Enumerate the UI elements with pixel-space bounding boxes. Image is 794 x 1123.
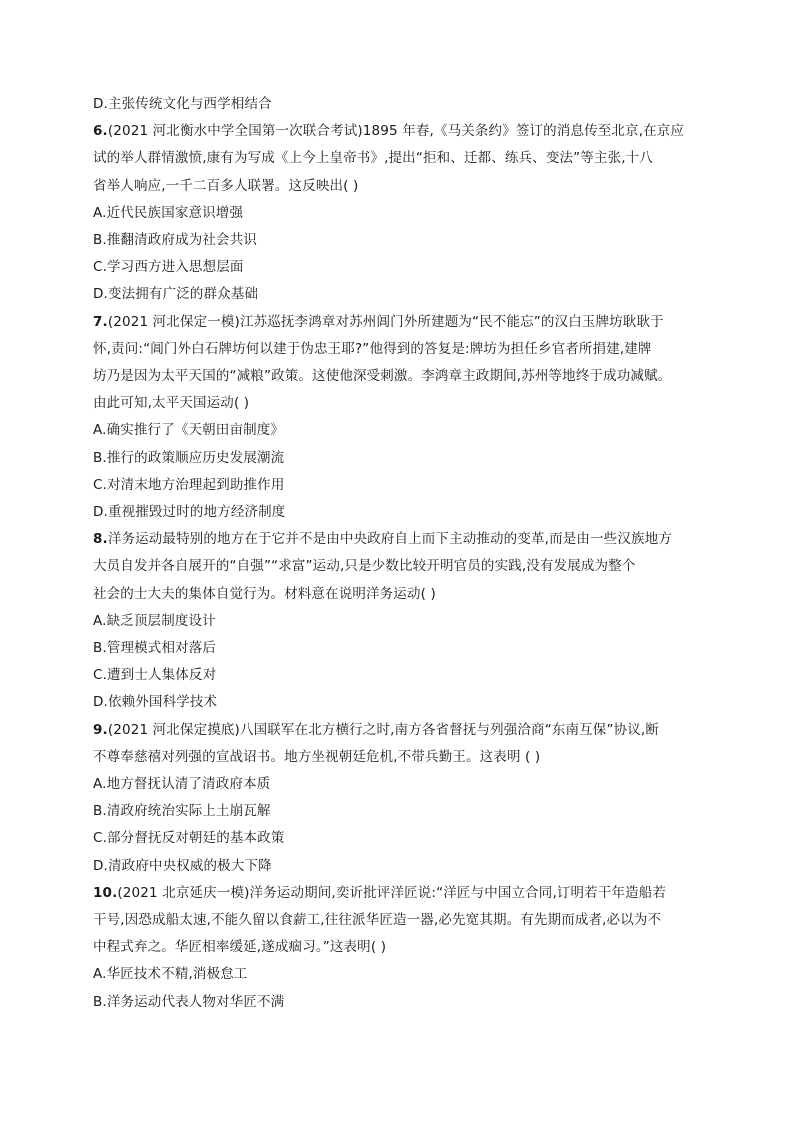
question-6-stem [93,119,698,143]
question-number: 8. [93,531,108,548]
answer-option: D.清政府中央权威的极大下降 [93,857,272,874]
question-text-line: 试的举人群情激愤,康有为写成《上今上皇帝书》,提出“拒和、迁都、练兵、变法”等主张,十八 [93,150,653,167]
question-number: 9. [93,721,108,738]
question-text: (2021 河北保定摸底)八国联军在北方横行之时,南方各省督抚与列强洽商“东南互保”协议,断 [107,721,659,738]
answer-option: C.学习西方进入思想层面 [93,259,244,276]
question-text-line: 干号,因恐成船太速,不能久留以食薪工,往往派华匠造一器,必先宽其期。有先期而成者,必以为不 [93,912,662,928]
answer-option: B.管理模式相对落后 [93,640,217,656]
question-text-line: 社会的士大夫的集体自觉行为。材料意在说明洋务运动( ) [93,585,436,602]
answer-option: D.变法拥有广泛的群众基础 [93,286,259,303]
answer-option: A.近代民族国家意识增强 [93,204,244,221]
answer-option: C.遭到士人集体反对 [93,667,217,684]
question-text-line: 不尊奉慈禧对列强的宣战诏书。地方坐视朝廷危机,不带兵勤王。这表明 ( ) [93,748,541,765]
answer-option: A.确实推行了《天朝田亩制度》 [93,422,285,439]
question-text-line: 怀,责问:“阊门外白石牌坊何以建于伪忠王耶?”他得到的答复是:牌坊为担任乡官者所捐建,建牌 [93,340,652,357]
question-text-line: 由此可知,太平天国运动( ) [93,395,250,412]
question-text-line: 省举人响应,一千二百多人联署。这反映出( ) [93,177,359,194]
answer-option: D.主张传统文化与西学相结合 [93,96,272,112]
question-text: (2021 河北保定一模)江苏巡抚李鸿章对苏州阊门外所建题为“民不能忘”的汉白玉牌坊耿耿于 [107,313,664,330]
answer-option: A.地方督抚认清了清政府本质 [93,776,271,792]
answer-option: D.重视摧毁过时的地方经济制度 [93,504,286,520]
answer-option: B.推翻清政府成为社会共识 [93,232,258,248]
question-number: 7. [93,313,108,330]
answer-option: B.推行的政策顺应历史发展潮流 [93,449,285,466]
question-text: (2021 河北衡水中学全国第一次联合考试)1895 年春,《马关条约》签订的消息传至北京,在京应 [107,123,685,140]
question-number: 10. [93,884,118,901]
question-9-stem [93,718,698,742]
question-7-stem [93,310,698,334]
question-text-line: 中程式弃之。华匠相率缓延,遂成痼习。”这表明( ) [93,939,387,956]
answer-option: B.洋务运动代表人物对华匠不满 [93,993,285,1010]
answer-option: C.对清末地方治理起到助推作用 [93,476,285,493]
answer-option: B.清政府统治实际上土崩瓦解 [93,803,271,820]
answer-option: A.华匠技术不精,消极怠工 [93,966,248,983]
question-text-line: 大员自发并各自展开的“自强”“求富”运动,只是少数比较开明官员的实践,没有发展成为整个 [93,558,636,575]
question-text: 洋务运动最特别的地方在于它并不是由中央政府自上而下主动推动的变革,而是由一些汉族地方 [107,531,672,548]
question-text: (2021 北京延庆一模)洋务运动期间,奕䜣批评洋匠说:“洋匠与中国立合同,订明若干年造船若 [117,884,667,901]
answer-option: C.部分督抚反对朝廷的基本政策 [93,830,285,847]
answer-option: A.缺乏顶层制度设计 [93,612,216,629]
question-10-stem [93,881,698,905]
question-number: 6. [93,123,108,140]
answer-option: D.依赖外国科学技术 [93,694,218,711]
question-text-line: 坊乃是因为太平天国的“减粮”政策。这使他深受刺激。李鸿章主政期间,苏州等地终于成功减赋。 [93,368,672,384]
question-8-stem [93,527,698,551]
